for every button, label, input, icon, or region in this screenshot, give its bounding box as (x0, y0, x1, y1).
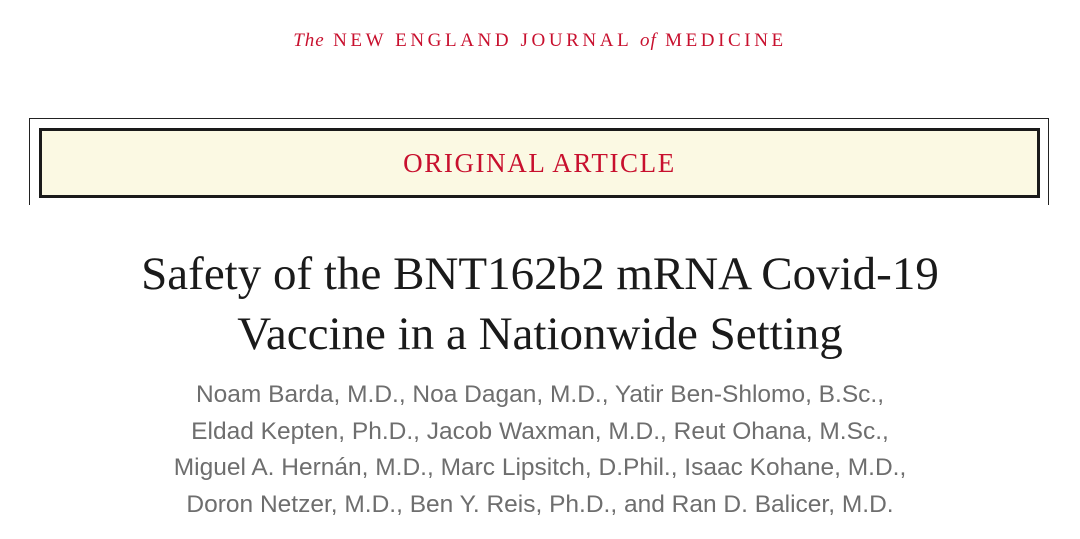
masthead-prefix: The (293, 30, 325, 51)
masthead-name-part2: MEDICINE (665, 30, 787, 51)
article-title (0, 244, 1080, 364)
author-line: Eldad Kepten, Ph.D., Jacob Waxman, M.D., Reut Ohana, M.Sc., (191, 417, 889, 445)
article-type-label: ORIGINAL ARTICLE (403, 148, 676, 178)
author-line: Noam Barda, M.D., Noa Dagan, M.D., Yatir Ben-Shlomo, B.Sc., (195, 381, 885, 408)
title-line: Vaccine in a Nationwide Setting (237, 308, 843, 360)
masthead-connector: of (639, 30, 657, 51)
journal-masthead (0, 30, 1080, 52)
author-list (0, 377, 1080, 523)
author-line: Doron Netzer, M.D., Ben Y. Reis, Ph.D., and Ran D. Balicer, M.D. (186, 490, 894, 518)
title-line: Safety of the BNT162b2 mRNA Covid-19 (141, 248, 939, 300)
article-type-banner (39, 128, 1040, 198)
author-line: Miguel A. Hernán, M.D., Marc Lipsitch, D.Phil., Isaac Kohane, M.D., (173, 454, 907, 481)
masthead-name-part1: NEW ENGLAND JOURNAL (333, 30, 632, 51)
